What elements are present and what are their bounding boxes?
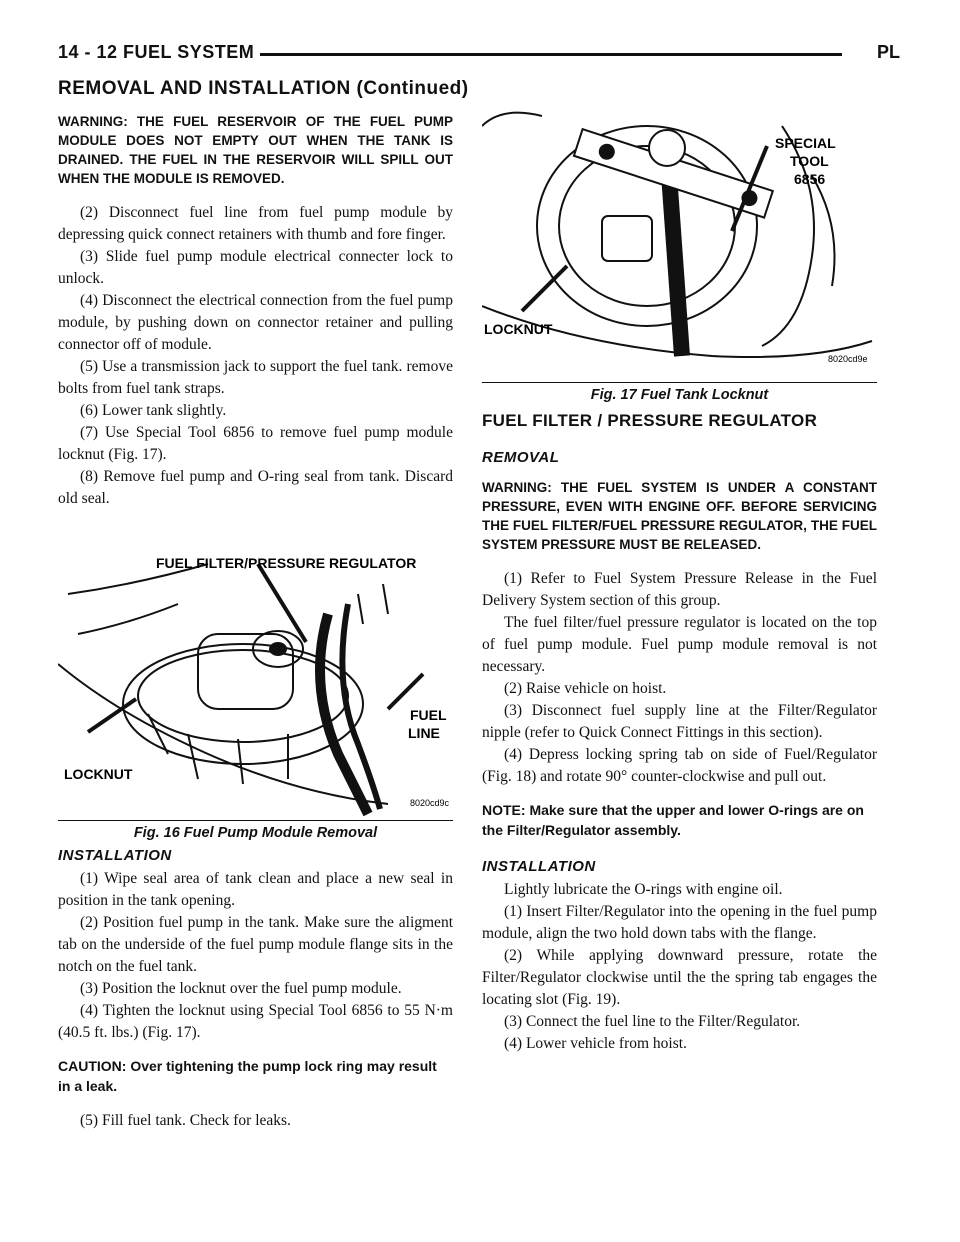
label-tool: TOOL [790, 153, 829, 169]
install-step: (4) Tighten the locknut using Special Tool 6856 to 55 N·m (40.5 ft. lbs.) (Fig. 17). [58, 1002, 453, 1041]
install-step: (3) Position the locknut over the fuel pump module. [80, 980, 402, 997]
warning-reservoir: WARNING: THE FUEL RESERVOIR OF THE FUEL PUMP MODULE DOES NOT EMPTY OUT WHEN THE TANK IS DRAINED. THE FUEL IN THE RESERVOIR WILL SPILL OUT WHEN THE MODULE IS REMOVED. [58, 114, 453, 186]
label-locknut: LOCKNUT [64, 766, 133, 782]
warning-pressure: WARNING: THE FUEL SYSTEM IS UNDER A CONSTANT PRESSURE, EVEN WITH ENGINE OFF. BEFORE SERVICING THE FUEL FILTER/FUEL PRESSURE REGULATOR, THE FUEL SYSTEM PRESSURE MUST BE RELEASED. [482, 480, 877, 552]
step: (5) Use a transmission jack to support the fuel tank. remove bolts from fuel tank straps. [58, 358, 453, 397]
removal-step: The fuel filter/fuel pressure regulator is located on the top of fuel pump module. Fuel pump module removal is not necessary. [482, 614, 877, 675]
removal-step: (1) Refer to Fuel System Pressure Release in the Fuel Delivery System section of this group. [482, 570, 877, 609]
label-fuel: FUEL [410, 707, 447, 723]
label-special: SPECIAL [775, 135, 836, 151]
removal-heading: REMOVAL [482, 449, 560, 466]
fuel-tank-locknut-illustration [482, 106, 877, 382]
removal-step: (2) Raise vehicle on hoist. [504, 680, 667, 697]
o-ring-note: NOTE: Make sure that the upper and lower O-rings are on the Filter/Regulator assembly. [482, 802, 864, 838]
model-code: PL [876, 42, 900, 62]
installation-heading: INSTALLATION [58, 847, 172, 864]
page-header [58, 42, 900, 68]
install-step: (3) Connect the fuel line to the Filter/Regulator. [504, 1013, 801, 1030]
install-step: (2) While applying downward pressure, rotate the Filter/Regulator clockwise until the the spring tab engages the locating slot (Fig. 19). [482, 947, 877, 1008]
install-step: (5) Fill fuel tank. Check for leaks. [80, 1112, 291, 1129]
figure-code: 8020cd9e [828, 354, 868, 364]
install-step: (4) Lower vehicle from hoist. [504, 1035, 687, 1052]
step: (6) Lower tank slightly. [80, 402, 227, 419]
install-step: (1) Insert Filter/Regulator into the opening in the fuel pump module, align the two hold down tabs with the flange. [482, 903, 877, 942]
step: (3) Slide fuel pump module electrical connecter lock to unlock. [58, 248, 453, 287]
page-number-section: 14 - 12 FUEL SYSTEM [58, 42, 255, 62]
figure-16-caption: Fig. 16 Fuel Pump Module Removal [133, 825, 378, 841]
figure-17-caption: Fig. 17 Fuel Tank Locknut [590, 387, 769, 403]
step: (2) Disconnect fuel line from fuel pump module by depressing quick connect retainers with thumb and fore finger. [58, 204, 453, 243]
figure-16 [58, 524, 453, 821]
removal-step: (3) Disconnect fuel supply line at the Filter/Regulator nipple (refer to Quick Connect Fittings in this section). [482, 702, 877, 741]
left-column [58, 112, 453, 1132]
right-column [482, 112, 877, 1055]
step: (4) Disconnect the electrical connection from the fuel pump module, by pushing down on connector retainer and pulling connector off of module. [58, 292, 453, 353]
step: (8) Remove fuel pump and O-ring seal from tank. Discard old seal. [58, 468, 453, 507]
section-heading: FUEL FILTER / PRESSURE REGULATOR [482, 411, 818, 430]
figure-code: 8020cd9c [410, 798, 450, 808]
figure-17 [482, 106, 877, 383]
label-tool-number: 6856 [794, 171, 826, 187]
step: (7) Use Special Tool 6856 to remove fuel pump module locknut (Fig. 17). [58, 424, 453, 463]
removal-step: (4) Depress locking spring tab on side of Fuel/Regulator (Fig. 18) and rotate 90° counter-clockwise and pull out. [482, 746, 877, 785]
label-locknut: LOCKNUT [484, 321, 553, 337]
install-step: (1) Wipe seal area of tank clean and place a new seal in position in the tank opening. [58, 870, 453, 909]
fuel-pump-module-illustration [58, 524, 453, 820]
caution-note: CAUTION: Over tightening the pump lock ring may result in a leak. [58, 1058, 437, 1094]
label-line: LINE [408, 725, 440, 741]
installation-heading: INSTALLATION [482, 858, 596, 875]
label-fuel-filter-regulator: FUEL FILTER/PRESSURE REGULATOR [156, 555, 417, 571]
continued-heading: REMOVAL AND INSTALLATION (Continued) [58, 78, 469, 99]
install-step: Lightly lubricate the O-rings with engine oil. [504, 881, 783, 898]
install-step: (2) Position fuel pump in the tank. Make sure the aligment tab on the underside of the fuel pump module flange sits in the notch on the fuel tank. [58, 914, 453, 975]
header-rule [260, 53, 842, 56]
